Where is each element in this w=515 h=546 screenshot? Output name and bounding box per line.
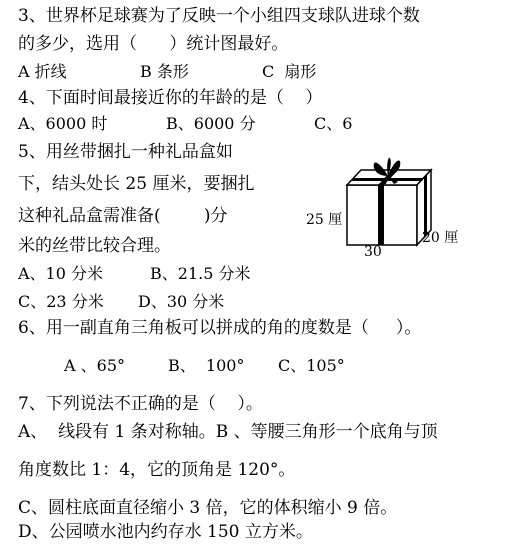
box-width-label: 30 bbox=[364, 244, 382, 260]
q7-option-d: D、公园喷水池内约存水 150 立方米。 bbox=[18, 522, 313, 542]
q6-option-c: C、105° bbox=[278, 356, 345, 375]
q5-stem-line2: 下，结头处长 25 厘米，要捆扎 bbox=[18, 174, 255, 194]
q5-option-c: C、23 分米 bbox=[18, 292, 104, 311]
q5-option-b: B、21.5 分米 bbox=[150, 264, 251, 283]
q7-option-ab: A、 线段有 1 条对称轴。B 、等腰三角形一个底角与顶 bbox=[18, 422, 438, 442]
box-height-label: 25 厘 bbox=[306, 212, 343, 228]
q4-option-a: A、6000 时 bbox=[18, 114, 108, 133]
q7-option-b-cont: 角度数比 1：4，它的顶角是 120°。 bbox=[18, 460, 296, 480]
ribbon-side-vertical bbox=[424, 174, 427, 237]
q5-stem-line4: 米的丝带比较合理。 bbox=[18, 236, 171, 256]
q6-option-b: B、 100° bbox=[168, 356, 245, 375]
q7-stem: 7、下列说法不正确的是（ ）。 bbox=[18, 394, 263, 414]
q7-option-c: C、圆柱底面直径缩小 3 倍，它的体积缩小 9 倍。 bbox=[18, 498, 398, 518]
q5-stem-line1: 5、用丝带捆扎一种礼品盒如 bbox=[18, 142, 233, 162]
q3-option-a: A 折线 bbox=[18, 62, 67, 81]
q5-option-d: D、30 分米 bbox=[138, 292, 225, 311]
q5-stem-line3: 这种礼品盒需准备( )分 bbox=[18, 206, 228, 226]
box-depth-label: 20 厘 bbox=[422, 230, 459, 246]
ribbon-front-vertical bbox=[378, 185, 384, 245]
q4-stem: 4、下面时间最接近你的年龄的是（ ） bbox=[18, 88, 323, 108]
gift-box-figure bbox=[302, 150, 472, 260]
q4-option-b: B、6000 分 bbox=[166, 114, 256, 133]
ribbon-top-width bbox=[352, 178, 424, 181]
q6-stem: 6、用一副直角三角板可以拼成的角的度数是（ ）。 bbox=[18, 318, 422, 338]
q5-option-a: A、10 分米 bbox=[18, 264, 104, 283]
q3-stem-line1: 3、世界杯足球赛为了反映一个小组四支球队进球个数 bbox=[18, 6, 420, 26]
q4-option-c: C、6 bbox=[314, 114, 353, 133]
q3-option-b: B 条形 bbox=[140, 62, 189, 81]
q6-option-a: A 、65° bbox=[64, 356, 126, 375]
q3-stem-line2: 的多少，选用（ ）统计图最好。 bbox=[18, 34, 289, 54]
q3-option-c: C 扇形 bbox=[262, 62, 317, 81]
